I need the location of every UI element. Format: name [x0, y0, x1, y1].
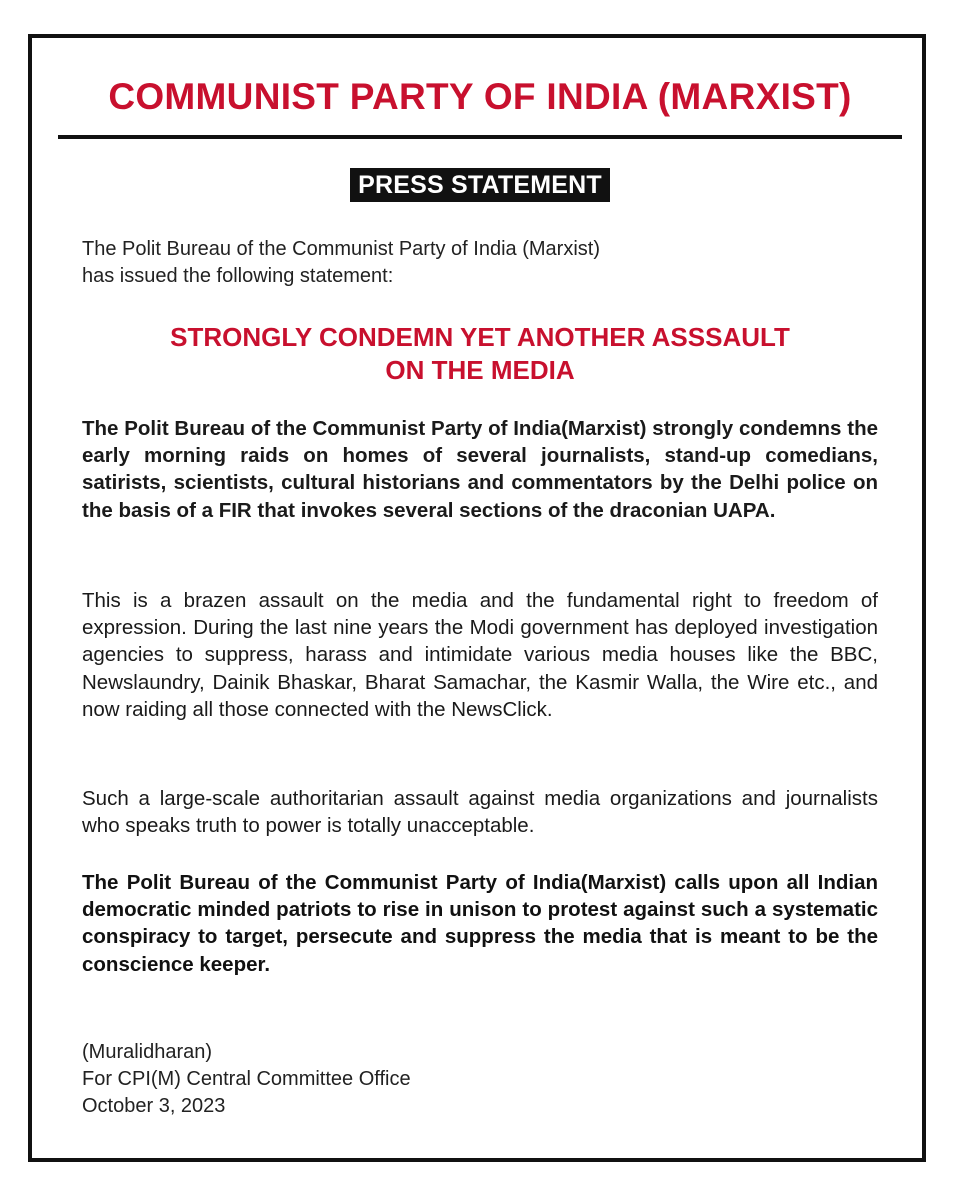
intro-text — [82, 236, 882, 290]
signoff-block — [82, 1039, 411, 1120]
headline-line-2: ON THE MEDIA — [385, 355, 575, 385]
organization-title: COMMUNIST PARTY OF INDIA (MARXIST) — [108, 76, 852, 117]
signoff-name: (Muralidharan) — [82, 1041, 213, 1063]
headline-line-1: STRONGLY CONDEMN YET ANOTHER ASSSAULT — [170, 322, 790, 352]
body-paragraph-4: The Polit Bureau of the Communist Party of India(Marxist) calls upon all Indian democratic minded patriots to rise in unison to protest against such a systematic conspiracy to target, persecute and suppress the media that is meant to be the conscience keeper. — [82, 871, 878, 976]
header-divider — [58, 135, 902, 139]
signoff-date: October 3, 2023 — [82, 1095, 226, 1117]
body-paragraph-1: The Polit Bureau of the Communist Party of India(Marxist) strongly condemns the early morning raids on homes of several journalists, stand-up comedians, satirists, scientists, cultural historians and commentators by the Delhi police on the basis of a FIR that invokes several sections of the draconian UAPA. — [82, 417, 878, 522]
press-statement-badge: PRESS STATEMENT — [350, 168, 610, 202]
badge-container — [0, 168, 960, 202]
signoff-office: For CPI(M) Central Committee Office — [82, 1068, 411, 1090]
intro-line-1: The Polit Bureau of the Communist Party of India (Marxist) — [82, 238, 600, 260]
intro-line-2: has issued the following statement: — [82, 265, 394, 287]
body-paragraph-2: This is a brazen assault on the media and the fundamental right to freedom of expression. During the last nine years the Modi government has deployed investigation agencies to suppress, harass and intimidate various media houses like the BBC, Newslaundry, Dainik Bhaskar, Bharat Samachar, the Kasmir Walla, the Wire etc., and now raiding all those connected with the NewsClick. — [82, 589, 878, 721]
statement-headline — [0, 321, 960, 387]
body-paragraph-3: Such a large-scale authoritarian assault against media organizations and journalists who speaks truth to power is totally unacceptable. — [82, 787, 878, 838]
